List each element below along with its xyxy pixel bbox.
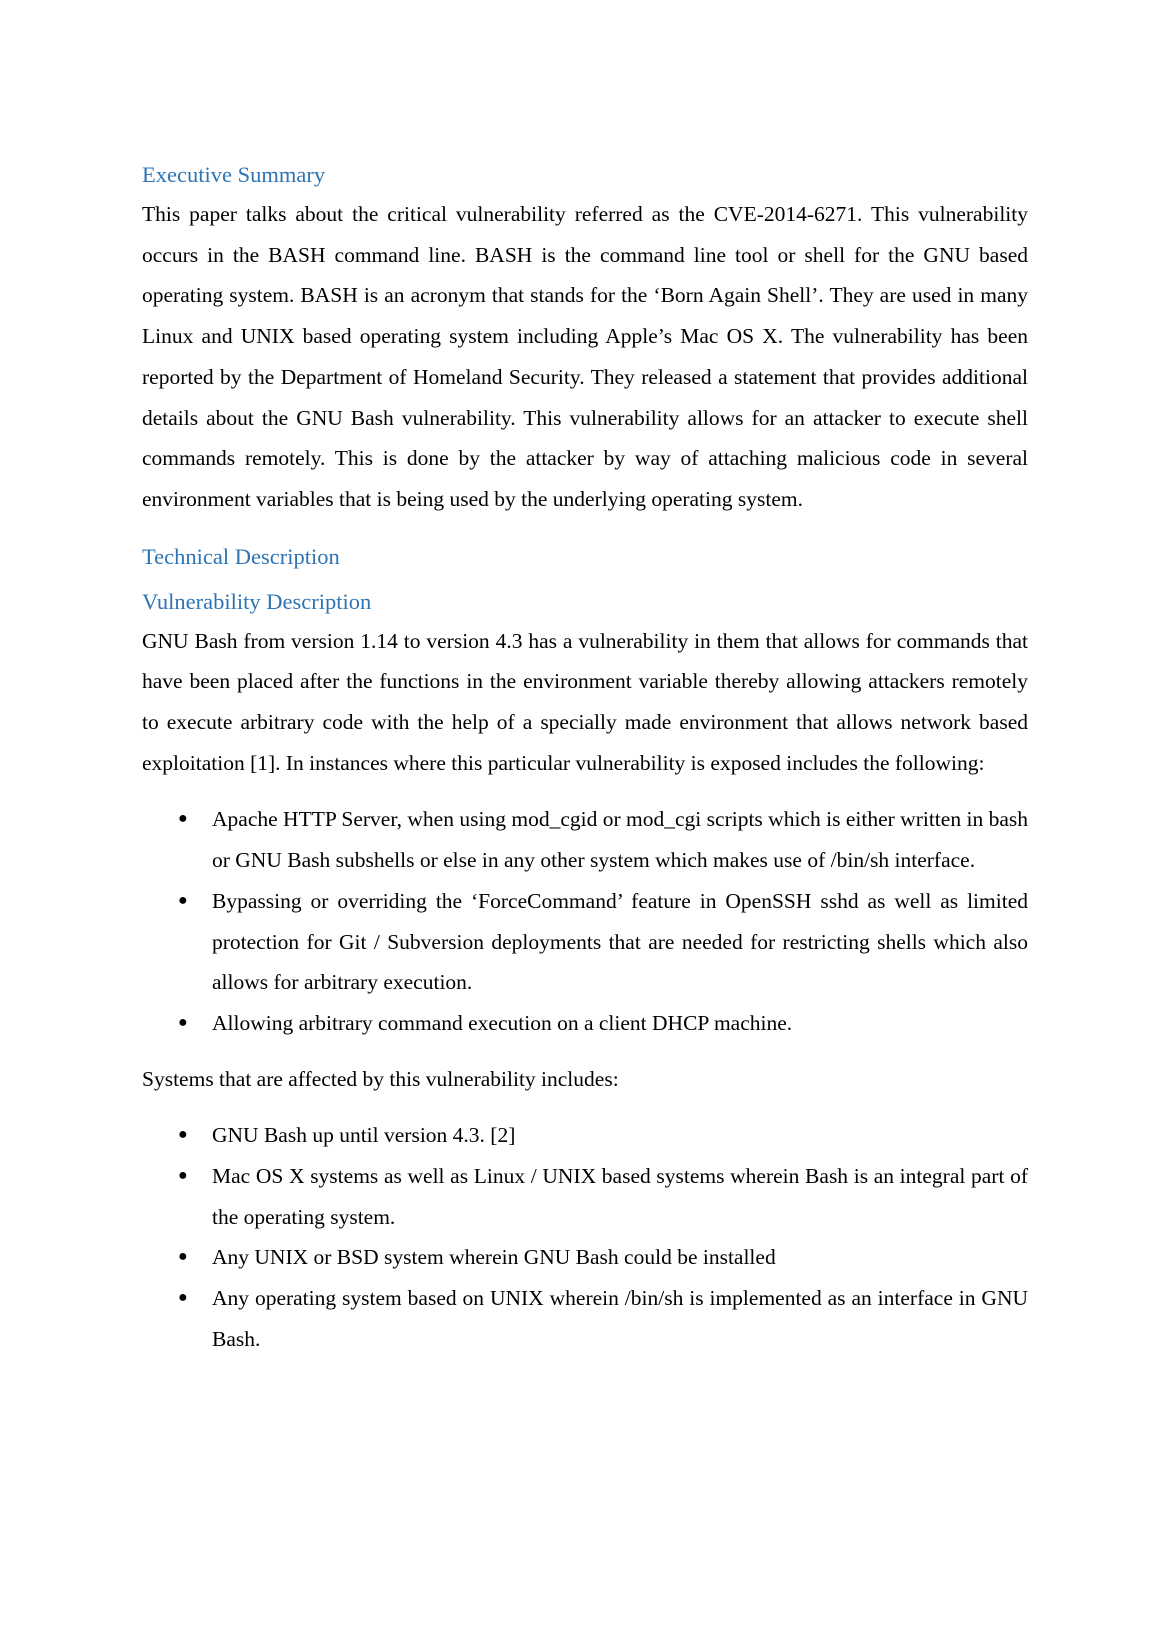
bullet-icon: ●	[178, 810, 188, 828]
bullet-icon: ●	[178, 1248, 188, 1266]
bullet-icon: ●	[178, 1013, 188, 1031]
list-item-text: Any UNIX or BSD system wherein GNU Bash could be installed	[212, 1245, 776, 1270]
list-item	[142, 1115, 1028, 1156]
vulnerability-description-paragraph: GNU Bash from version 1.14 to version 4.3 has a vulnerability in them that allows for commands that have been placed after the functions in the environment variable thereby allowing attackers remotely to execute arbitrary code with the help of a specially made environment that allows network based exploitation [1]. In instances where this particular vulnerability is exposed includes the following:	[142, 628, 1028, 775]
executive-summary-heading: Executive Summary	[142, 162, 326, 187]
bullet-icon: ●	[178, 1289, 188, 1307]
technical-description-heading: Technical Description	[142, 543, 340, 569]
document-body	[142, 160, 1028, 1360]
list-item-text: Any operating system based on UNIX wherein /bin/sh is implemented as an interface in GNU Bash.	[212, 1286, 1028, 1351]
list-item-text: Mac OS X systems as well as Linux / UNIX based systems wherein Bash is an integral part of the operating system.	[212, 1164, 1028, 1229]
list-item	[142, 799, 1028, 880]
bullet-icon: ●	[178, 1126, 188, 1144]
executive-summary-paragraph: This paper talks about the critical vulnerability referred as the CVE-2014-6271. This vulnerability occurs in the BASH command line. BASH is the command line tool or shell for the GNU based operating system. BASH is an acronym that stands for the ‘Born Again Shell’. They are used in many Linux and UNIX based operating system including Apple’s Mac OS X. The vulnerability has been reported by the Department of Homeland Security. They released a statement that provides additional details about the GNU Bash vulnerability. This vulnerability allows for an attacker to execute shell commands remotely. This is done by the attacker by way of attaching malicious code in several environment variables that is being used by the underlying operating system.	[142, 202, 1028, 511]
list-item	[142, 1278, 1028, 1359]
bullet-icon: ●	[178, 1167, 188, 1185]
exposure-list	[142, 799, 1028, 1043]
list-item-text: Allowing arbitrary command execution on a client DHCP machine.	[212, 1010, 793, 1035]
list-item	[142, 1237, 1028, 1278]
list-item	[142, 1156, 1028, 1237]
bullet-icon: ●	[178, 891, 188, 909]
list-item	[142, 881, 1028, 1003]
list-item-text: Bypassing or overriding the ‘ForceCommand’ feature in OpenSSH sshd as well as limited protection for Git / Subversion deployments that are needed for restricting shells which also allows for arbitrary execution.	[212, 888, 1028, 995]
affected-systems-intro: Systems that are affected by this vulnerability includes:	[142, 1066, 619, 1091]
affected-systems-list	[142, 1115, 1028, 1359]
list-item-text: GNU Bash up until version 4.3. [2]	[212, 1123, 516, 1148]
list-item	[142, 1003, 1028, 1044]
list-item-text: Apache HTTP Server, when using mod_cgid or mod_cgi scripts which is either written in bash or GNU Bash subshells or else in any other system which makes use of /bin/sh interface.	[212, 807, 1028, 873]
vulnerability-description-heading: Vulnerability Description	[142, 588, 372, 614]
